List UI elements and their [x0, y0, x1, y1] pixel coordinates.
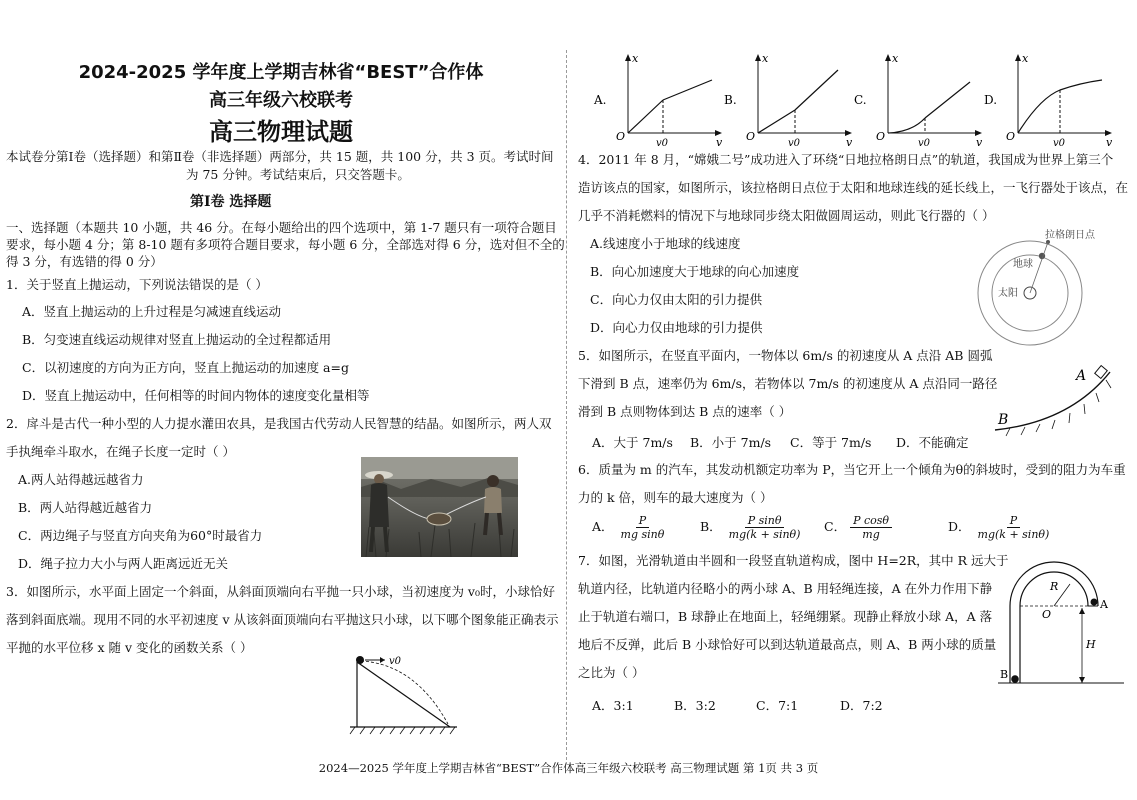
- track-r-label: R: [1050, 580, 1059, 593]
- q7-option-c: C．7:1: [756, 698, 799, 713]
- q6-a-denominator: mg sinθ: [620, 528, 665, 541]
- q6-option-b: [700, 514, 803, 541]
- incline-figure: [345, 652, 465, 740]
- part1-line3: 得 3 分，有选错的得 0 分）: [6, 254, 163, 269]
- graph-a-v0: v0: [656, 138, 669, 146]
- intro-line2: 为 75 分钟。考试结束后，只交答题卡。: [186, 167, 410, 182]
- q5-option-b: B．小于 7m/s: [690, 435, 772, 450]
- q4-option-d: D．向心力仅由地球的引力提供: [590, 320, 763, 335]
- graph-b-v0: v0: [788, 138, 801, 146]
- q6-option-d: [948, 514, 1052, 541]
- section-heading: 第Ⅰ卷 选择题: [190, 194, 272, 210]
- q5-option-c: C．等于 7m/s: [790, 435, 872, 450]
- q6-b-label: B．: [700, 519, 722, 534]
- exam-title-line1: 2024-2025 学年度上学期吉林省“BEST”合作体: [78, 62, 484, 83]
- track-o-label: O: [1042, 608, 1052, 621]
- q7-option-b: B．3:2: [674, 698, 716, 713]
- q6-a-numerator: P: [636, 514, 649, 528]
- graph-c-y: x: [892, 52, 899, 65]
- q1-option-b: B．匀变速直线运动规律对竖直上抛运动的全过程都适用: [22, 332, 332, 347]
- graph-a: [593, 52, 723, 146]
- irrigation-photo: [361, 457, 518, 557]
- arc-point-a-label: A: [1076, 368, 1087, 384]
- q2-option-d: D．绳子拉力大小与两人距离远近无关: [18, 556, 229, 571]
- q2-line2: 手执绳牵斗取水，在绳子长度一定时（ ）: [6, 444, 235, 459]
- q4-line2: 造访该点的国家，如图所示，该拉格朗日点位于太阳和地球连线的延长线上，一飞行器处于该点，在: [578, 180, 1129, 195]
- q5-line2: 下滑到 B 点，速率仍为 6m/s，若物体以 7m/s 的初速度从 A 点沿同一路径: [578, 376, 998, 391]
- q6-b-denominator: mg(k + sinθ): [728, 528, 801, 541]
- graph-a-x: v: [716, 136, 723, 146]
- q3-line2: 落到斜面底端。现用不同的水平初速度 v 从该斜面顶端向右平抛这只小球，以下哪个图象能正确表示: [6, 612, 559, 627]
- q1-option-d: D．竖直上抛运动中，任何相等的时间内物体的速度变化量相等: [22, 388, 370, 403]
- q6-c-fraction: [850, 514, 892, 541]
- q1-stem: 1．关于竖直上抛运动，下列说法错误的是（ ）: [6, 277, 268, 292]
- q6-d-fraction: [975, 514, 1053, 541]
- graph-b-label: B.: [724, 93, 737, 107]
- q6-line2: 力的 k 倍，则车的最大速度为（ ）: [578, 490, 773, 505]
- q5-line1: 5．如图所示，在竖直平面内，一物体以 6m/s 的初速度从 A 点沿 AB 圆弧: [578, 348, 993, 363]
- graph-d-x: v: [1106, 136, 1113, 146]
- arc-slope-figure: [990, 362, 1128, 442]
- q6-d-numerator: P: [1007, 514, 1020, 528]
- q4-line3: 几乎不消耗燃料的情况下与地球同步绕太阳做圆周运动，则此飞行器的（ ）: [578, 208, 995, 223]
- q2-line1: 2．戽斗是古代一种小型的人力提水灌田农具，是我国古代劳动人民智慧的结晶。如图所示，两人双: [6, 416, 552, 431]
- graph-d-label: D.: [984, 93, 998, 107]
- page-footer: 2024—2025 学年度上学期吉林省“BEST”合作体高三年级六校联考 高三物理试题 第 1页 共 3 页: [318, 761, 819, 775]
- q5-option-a: A．大于 7m/s: [592, 435, 673, 450]
- earth-label: 地球: [1013, 259, 1033, 270]
- graph-d-y: x: [1022, 52, 1029, 65]
- q2-option-c: C．两边绳子与竖直方向夹角为60°时最省力: [18, 528, 263, 543]
- q4-option-c: C．向心力仅由太阳的引力提供: [590, 292, 763, 307]
- q6-a-label: A．: [592, 519, 614, 534]
- q1-option-c: C．以初速度的方向为正方向，竖直上抛运动的加速度 a=g: [22, 360, 349, 375]
- q7-option-a: A．3:1: [592, 698, 634, 713]
- q6-c-denominator: mg: [862, 528, 880, 541]
- graph-c-origin: O: [876, 130, 886, 143]
- graph-d-v0: v0: [1053, 138, 1066, 146]
- part1-line1: 一、选择题（本题共 10 小题，共 46 分。在每小题给出的四个选项中，第 1-7 题只有一项符合题目: [6, 220, 557, 235]
- graph-a-y: x: [632, 52, 639, 65]
- q7-line5: 之比为（ ）: [578, 665, 645, 680]
- q4-option-b: B．向心加速度大于地球的向心加速度: [590, 264, 800, 279]
- q7-option-d: D．7:2: [840, 698, 883, 713]
- q2-option-b: B．两人站得越近越省力: [18, 500, 153, 515]
- q3-line1: 3．如图所示，水平面上固定一个斜面，从斜面顶端向右平抛一只小球，当初速度为 v₀时，小球恰好: [6, 584, 556, 599]
- q5-option-d: D．不能确定: [896, 435, 969, 450]
- q3-line3: 平抛的水平位移 x 随 v 变化的函数关系（ ）: [6, 640, 253, 655]
- graph-a-label: A.: [594, 93, 607, 107]
- graph-d-origin: O: [1006, 130, 1016, 143]
- graph-d: [984, 52, 1113, 146]
- q6-b-fraction: [726, 514, 804, 541]
- incline-v0-label: v0: [389, 656, 402, 667]
- graph-b-y: x: [762, 52, 769, 65]
- graph-a-origin: O: [616, 130, 626, 143]
- track-a-label: A: [1100, 598, 1108, 611]
- q7-line3: 止于轨道右端口，B 球静止在地面上，轻绳绷紧。现静止释放小球 A，A 落: [578, 609, 993, 624]
- graph-c-v0: v0: [918, 138, 931, 146]
- column-divider: [566, 50, 567, 760]
- part1-line2: 要求，每小题 4 分；第 8-10 题有多项符合题目要求，每小题 6 分，全部选对得 6 分，选对但不全的: [6, 237, 565, 252]
- track-h-label: H: [1086, 638, 1096, 651]
- q4-line1: 4．2011 年 8 月，“嫦娥二号”成功进入了环绕“日地拉格朗日点”的轨道，我国成为世界上第三个: [578, 152, 1114, 167]
- sun-label: 太阳: [998, 288, 1018, 299]
- q6-line1: 6．质量为 m 的汽车，其发动机额定功率为 P，当它开上一个倾角为θ的斜坡时，受到的阻力为车重: [578, 462, 1126, 477]
- graph-b: [724, 52, 853, 146]
- q5-line3: 滑到 B 点则物体到达 B 点的速率（ ）: [578, 404, 792, 419]
- q6-c-label: C．: [824, 519, 847, 534]
- lagrange-point-label: 拉格朗日点: [1045, 230, 1095, 241]
- graph-c-label: C.: [854, 93, 867, 107]
- q6-b-numerator: P sinθ: [745, 514, 785, 528]
- arc-point-b-label: B: [998, 412, 1009, 428]
- graph-c: [854, 52, 983, 146]
- q3-graph-options: [590, 48, 1130, 146]
- intro-line1: 本试卷分第Ⅰ卷（选择题）和第Ⅱ卷（非选择题）两部分，共 15 题，共 100 分，共 3 页。考试时间: [6, 149, 554, 164]
- q6-option-c: [824, 514, 892, 541]
- q4-option-a: A.线速度小于地球的线速度: [590, 236, 741, 251]
- q1-option-a: A．竖直上抛运动的上升过程是匀减速直线运动: [22, 304, 282, 319]
- graph-b-x: v: [846, 136, 853, 146]
- q6-d-denominator: mg(k + sinθ): [977, 528, 1050, 541]
- q7-line2: 轨道内径，比轨道内径略小的两小球 A、B 用轻绳连接，A 在外力作用下静: [578, 581, 993, 596]
- lagrange-orbit-figure: [974, 226, 1124, 351]
- exam-subject-title: 高三物理试题: [209, 118, 353, 146]
- q7-line1: 7．如图，光滑轨道由半圆和一段竖直轨道构成，图中 H=2R，其中 R 远大于: [578, 553, 1009, 568]
- graph-b-origin: O: [746, 130, 756, 143]
- q2-option-a: A.两人站得越远越省力: [18, 472, 144, 487]
- track-figure: [998, 558, 1128, 693]
- q6-a-fraction: [618, 514, 668, 541]
- q6-d-label: D．: [948, 519, 971, 534]
- graph-c-x: v: [976, 136, 983, 146]
- exam-title-line2: 高三年级六校联考: [209, 90, 353, 111]
- q6-option-a: [592, 514, 667, 541]
- q7-line4: 地后不反弹，此后 B 小球恰好可以到达轨道最高点，则 A、B 两小球的质量: [578, 637, 997, 652]
- track-b-label: B: [1000, 668, 1009, 681]
- q6-c-numerator: P cosθ: [850, 514, 892, 528]
